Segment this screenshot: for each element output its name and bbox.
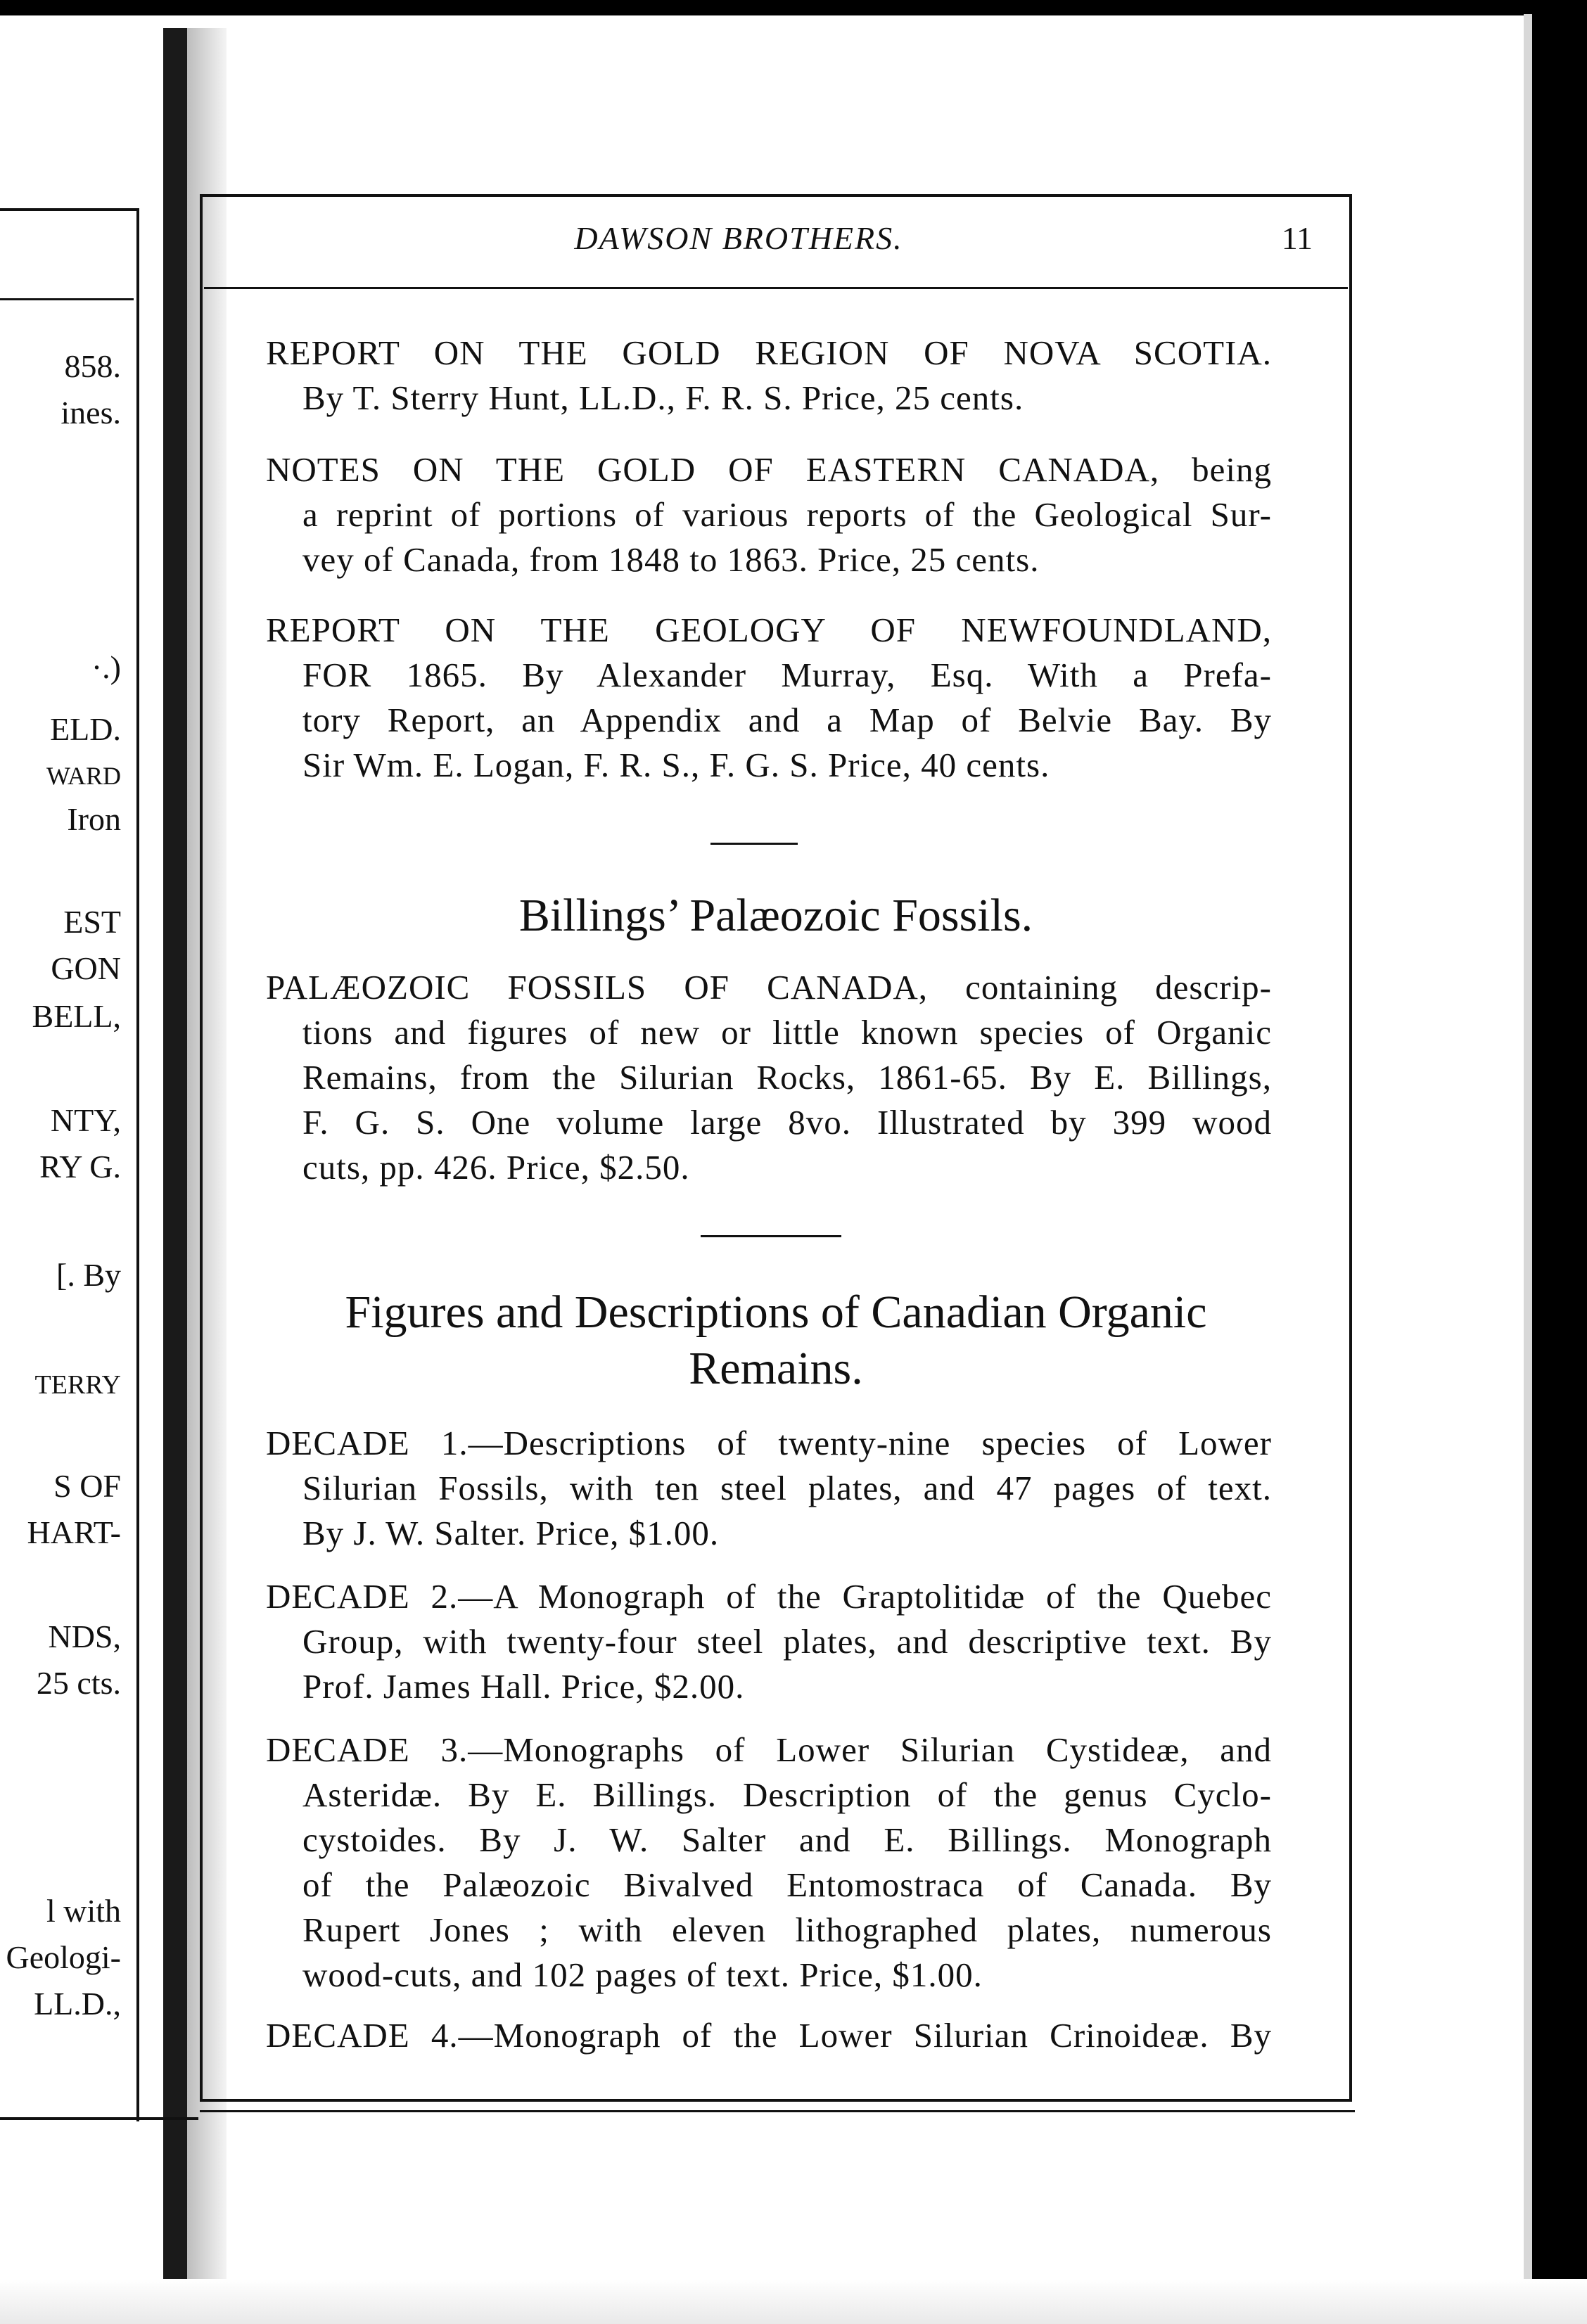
entry-title: REPORT ON THE GOLD REGION OF NOVA SCOTIA. — [266, 333, 1272, 372]
scan-right-border — [1532, 0, 1587, 2324]
entry-title: DECADE 3.—Monographs of Lower Silurian Cystideæ, and — [266, 1730, 1272, 1769]
left-fragment: WARD — [46, 762, 121, 790]
left-fragment: ELD. — [50, 711, 121, 747]
left-fragment: NDS, — [48, 1618, 121, 1654]
entry-title: DECADE 1.—Descriptions of twenty-nine species of Lower — [266, 1424, 1272, 1462]
section-heading-line: Figures and Descriptions of Canadian Organic — [345, 1286, 1207, 1338]
entry-decade-2 — [266, 1574, 1272, 1709]
section-separator — [701, 1235, 841, 1237]
left-fragment: S OF — [53, 1468, 121, 1504]
running-head: DAWSON BROTHERS. — [574, 220, 903, 256]
left-page-frame-bottom — [0, 2117, 198, 2120]
entry-line: FOR 1865. By Alexander Murray, Esq. With a Prefa- — [302, 656, 1272, 694]
section-separator — [710, 843, 798, 845]
entry-decade-3 — [266, 1728, 1272, 1998]
entry-line: By T. Sterry Hunt, LL.D., F. R. S. Price, 25 cents. — [302, 378, 1024, 417]
entry-line: Remains, from the Silurian Rocks, 1861-65. By E. Billings, — [302, 1058, 1272, 1097]
left-fragment: ·.) — [91, 649, 121, 685]
entry-line: Prof. James Hall. Price, $2.00. — [302, 1667, 745, 1706]
entry-decade-4 — [266, 2013, 1272, 2058]
scan-top-edge — [0, 0, 1587, 15]
entry-line: tions and figures of new or little known species of Organic — [302, 1013, 1272, 1052]
entry-line: Sir Wm. E. Logan, F. R. S., F. G. S. Price, 40 cents. — [302, 746, 1050, 784]
entry-geology-newfoundland — [266, 608, 1272, 788]
entry-line: By J. W. Salter. Price, $1.00. — [302, 1514, 720, 1552]
entry-line: F. G. S. One volume large 8vo. Illustrated by 399 wood — [302, 1103, 1272, 1142]
section-heading-billings: Billings’ Palæozoic Fossils. — [518, 890, 1033, 941]
entry-line: cystoides. By J. W. Salter and E. Billings. Monograph — [302, 1820, 1272, 1859]
entry-title: DECADE 4.—Monograph of the Lower Silurian Crinoideæ. By — [266, 2016, 1272, 2055]
entry-line: Rupert Jones ; with eleven lithographed plates, numerous — [302, 1910, 1272, 1949]
left-fragment: 25 cts. — [36, 1665, 121, 1701]
book-gutter — [163, 28, 187, 2324]
left-fragment: l with — [46, 1893, 121, 1929]
entry-line: Group, with twenty-four steel plates, and descriptive text. By — [302, 1622, 1272, 1661]
left-fragment: BELL, — [32, 998, 121, 1034]
entry-line: wood-cuts, and 102 pages of text. Price, $1.00. — [302, 1955, 983, 1994]
entry-title: DECADE 2.—A Monograph of the Graptolitidæ of the Quebec — [266, 1577, 1272, 1616]
page-frame-bottom-rule — [200, 2110, 1355, 2112]
section-heading-line: Remains. — [689, 1343, 863, 1394]
entry-line: Silurian Fossils, with ten steel plates, and 47 pages of text. — [302, 1469, 1272, 1507]
left-fragment: [. By — [56, 1257, 121, 1293]
header-rule — [204, 287, 1348, 289]
page-number: 11 — [1281, 220, 1313, 256]
entry-title: REPORT ON THE GEOLOGY OF NEWFOUNDLAND, — [266, 611, 1272, 649]
left-fragment: Iron — [67, 801, 121, 837]
left-page-frame-right — [136, 208, 139, 2121]
entry-line: cuts, pp. 426. Price, $2.50. — [302, 1148, 690, 1187]
left-fragment: TERRY — [34, 1370, 121, 1400]
entry-gold-region-nova-scotia — [266, 331, 1272, 421]
left-fragment: LL.D., — [34, 1986, 121, 2022]
left-fragment: NTY, — [50, 1102, 121, 1138]
left-page-frame-top — [0, 208, 139, 211]
entry-line: a reprint of portions of various reports of the Geological Sur- — [302, 495, 1272, 534]
entry-gold-eastern-canada — [266, 447, 1272, 582]
left-fragment: ines. — [60, 395, 121, 430]
entry-line: Asteridæ. By E. Billings. Description of the genus Cyclo- — [302, 1775, 1272, 1814]
entry-title: PALÆOZOIC FOSSILS OF CANADA, containing descrip- — [266, 968, 1272, 1007]
left-fragment: HART- — [27, 1514, 121, 1550]
entry-line: tory Report, an Appendix and a Map of Belvie Bay. By — [302, 701, 1272, 739]
left-page-header-rule — [0, 298, 134, 300]
entry-line: vey of Canada, from 1848 to 1863. Price, 25 cents. — [302, 540, 1040, 579]
left-fragment: 858. — [64, 348, 121, 384]
left-fragment: Geologi- — [6, 1939, 121, 1975]
entry-title: NOTES ON THE GOLD OF EASTERN CANADA, being — [266, 450, 1272, 489]
entry-palaeozoic-fossils — [266, 965, 1272, 1190]
left-fragment: EST — [63, 904, 121, 940]
entry-line: of the Palæozoic Bivalved Entomostraca of Canada. By — [302, 1865, 1272, 1904]
entry-decade-1 — [266, 1421, 1272, 1556]
scan-bottom-margin — [0, 2279, 1587, 2324]
section-heading-figures — [204, 1284, 1348, 1397]
left-fragment: GON — [51, 950, 121, 986]
left-fragment: RY G. — [39, 1149, 121, 1185]
